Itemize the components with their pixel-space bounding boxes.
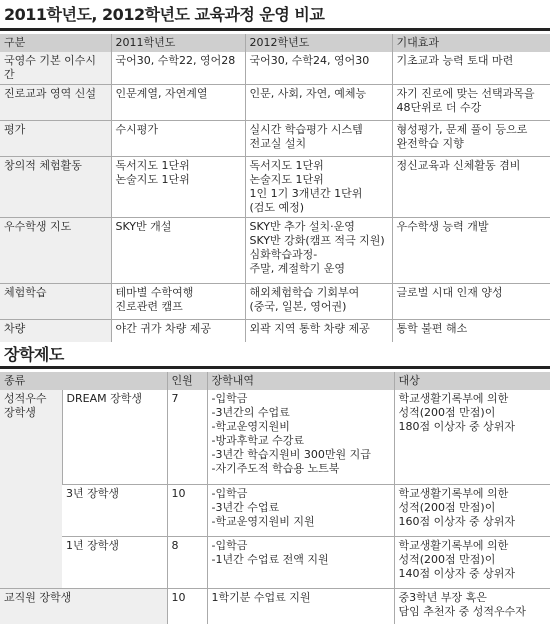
cell-effect-line: 48단위로 더 수강 (396, 101, 482, 114)
scholarship-target (394, 588, 550, 624)
cell-2012-line: SKY반 강화(캠프 적극 지원) (249, 234, 385, 247)
scholarship-details-line: -입학금 (211, 486, 248, 500)
scholarship-table (0, 372, 550, 624)
scholarship-count: 10 (167, 484, 207, 536)
table-header-row (0, 34, 550, 52)
group-label-line: 성적우수 (4, 392, 47, 405)
scholarship-target-line: 중3학년 부장 혹은 (398, 590, 487, 604)
cell-effect (392, 85, 550, 121)
row-label: 체험학습 (0, 284, 111, 320)
cell-2012-line: 국어30, 수학24, 영어30 (249, 54, 370, 67)
cell-effect-line: 통학 불편 해소 (396, 322, 468, 335)
cell-2012 (245, 320, 392, 342)
table-row (0, 121, 550, 157)
header-target: 대상 (394, 372, 550, 390)
header-effect: 기대효과 (392, 34, 550, 52)
header-details: 장학내역 (207, 372, 394, 390)
cell-2011-line: 수시평가 (115, 123, 159, 136)
cell-2012-line: 인문, 사회, 자연, 예체능 (249, 87, 367, 100)
scholarship-details (207, 588, 394, 624)
row-label: 창의적 체험활동 (0, 157, 111, 218)
cell-effect (392, 284, 550, 320)
scholarship-details-line: -3년간의 수업료 (211, 406, 290, 419)
cell-2012-line: 논술지도 1단위 (249, 173, 324, 186)
scholarship-count: 7 (167, 390, 207, 484)
cell-2012 (245, 218, 392, 284)
scholarship-target-line: 학교생활기록부에 의한 (398, 392, 509, 405)
scholarship-target-line: 학교생활기록부에 의한 (398, 486, 509, 500)
cell-2012 (245, 52, 392, 85)
scholarship-target (394, 484, 550, 536)
scholarship-target-line: 성적(200점 만점)이 (398, 406, 496, 419)
header-2011: 2011학년도 (111, 34, 245, 52)
scholarship-target-line: 160점 이상자 중 상위자 (398, 514, 516, 528)
cell-2011 (111, 157, 245, 218)
title-rule (0, 28, 550, 31)
scholarship-details-line: -입학금 (211, 538, 248, 552)
scholarship-details-line: 1학기분 수업료 지원 (211, 590, 311, 604)
cell-2011-line: 테마별 수학여행 (115, 286, 194, 299)
row-label: 진로교과 영역 신설 (0, 85, 111, 121)
scholarship-details-line: -학교운영지원비 (211, 420, 290, 433)
curriculum-comparison-title: 2011학년도, 2012학년도 교육과정 운영 비교 (4, 5, 325, 24)
cell-2012 (245, 284, 392, 320)
cell-2011 (111, 121, 245, 157)
header-type: 종류 (0, 372, 167, 390)
scholarship-type: DREAM 장학생 (62, 390, 167, 484)
cell-2011 (111, 284, 245, 320)
cell-effect-line: 자기 진로에 맞는 선택과목을 (396, 87, 535, 100)
table-row (0, 484, 550, 536)
cell-2011-line: 국어30, 수학22, 영어28 (115, 54, 236, 67)
scholarship-target-line: 180점 이상자 중 상위자 (398, 420, 516, 433)
cell-2012-line: 1인 1기 3개년간 1단위 (249, 187, 363, 200)
cell-2011 (111, 52, 245, 85)
header-category: 구분 (0, 34, 111, 52)
cell-2011-line: 독서지도 1단위 (115, 159, 190, 172)
row-label: 국영수 기본 이수시간 (0, 52, 111, 85)
group-label-line: 장학생 (4, 406, 36, 419)
curriculum-comparison-table (0, 34, 550, 342)
group-label (0, 390, 62, 588)
scholarship-details-line: -3년간 학습지원비 300만원 지급 (211, 448, 371, 461)
scholarship-details (207, 390, 394, 484)
scholarship-target (394, 390, 550, 484)
table-row (0, 85, 550, 121)
table-row (0, 588, 550, 624)
table-row (0, 536, 550, 588)
table-row (0, 284, 550, 320)
cell-2011-line: 야간 귀가 차량 제공 (115, 322, 211, 335)
cell-effect (392, 157, 550, 218)
scholarship-details-line: -자기주도적 학습용 노트북 (211, 462, 340, 475)
scholarship-target-line: 성적(200점 만점)이 (398, 500, 496, 514)
cell-effect (392, 121, 550, 157)
scholarship-details-line: -학교운영지원비 지원 (211, 514, 315, 528)
row-label: 우수학생 지도 (0, 218, 111, 284)
cell-2012-line: 실시간 학습평가 시스템 (249, 123, 363, 136)
scholarship-target (394, 536, 550, 588)
row-label: 평가 (0, 121, 111, 157)
cell-2011 (111, 320, 245, 342)
cell-2012-line: (중국, 일본, 영어권) (249, 300, 347, 313)
scholarship-details-line: -방과후학교 수강료 (211, 434, 304, 447)
table-row (0, 320, 550, 342)
cell-2012 (245, 121, 392, 157)
scholarship-title: 장학제도 (4, 345, 64, 364)
scholarship-target-line: 학교생활기록부에 의한 (398, 538, 509, 552)
table-header-row (0, 372, 550, 390)
cell-effect (392, 320, 550, 342)
table-row (0, 218, 550, 284)
cell-2011 (111, 85, 245, 121)
scholarship-details-line: -1년간 수업료 전액 지원 (211, 552, 329, 566)
row-label: 차량 (0, 320, 111, 342)
cell-effect-line: 글로벌 시대 인재 양성 (396, 286, 503, 299)
scholarship-type: 교직원 장학생 (0, 588, 167, 624)
scholarship-count: 10 (167, 588, 207, 624)
table-row (0, 52, 550, 85)
scholarship-target-line: 140점 이상자 중 상위자 (398, 566, 516, 580)
cell-effect (392, 218, 550, 284)
cell-effect-line: 완전학습 지향 (396, 137, 464, 150)
scholarship-details (207, 484, 394, 536)
scholarship-type: 3년 장학생 (62, 484, 167, 536)
scholarship-details-line: -입학금 (211, 392, 248, 405)
cell-effect-line: 기초교과 능력 토대 마련 (396, 54, 514, 67)
table-row (0, 390, 550, 484)
cell-2012-line: 독서지도 1단위 (249, 159, 324, 172)
cell-2012-line: 주말, 계절학기 운영 (249, 262, 345, 275)
cell-effect-line: 정신교육과 신체활동 겸비 (396, 159, 521, 172)
scholarship-details (207, 536, 394, 588)
cell-2012-line: (검도 예정) (249, 201, 305, 214)
cell-effect-line: 우수학생 능력 개발 (396, 220, 489, 233)
cell-2011 (111, 218, 245, 284)
cell-2012-line: SKY반 추가 설치·운영 (249, 220, 355, 233)
scholarship-details-line: -3년간 수업료 (211, 500, 280, 514)
header-2012: 2012학년도 (245, 34, 392, 52)
table-row (0, 157, 550, 218)
scholarship-type: 1년 장학생 (62, 536, 167, 588)
title-rule (0, 366, 550, 369)
cell-effect (392, 52, 550, 85)
cell-2012-line: 해외체험학습 기회부여 (249, 286, 360, 299)
scholarship-target-line: 담임 추천자 중 성적우수자 (398, 604, 526, 618)
cell-2012-line: 전교실 설치 (249, 137, 307, 150)
cell-2011-line: 인문계열, 자연계열 (115, 87, 208, 100)
cell-2011-line: 논술지도 1단위 (115, 173, 190, 186)
scholarship-count: 8 (167, 536, 207, 588)
cell-effect-line: 형성평가, 문제 풀이 등으로 (396, 123, 528, 136)
cell-2012 (245, 157, 392, 218)
cell-2012-line: 외곽 지역 통학 차량 제공 (249, 322, 370, 335)
cell-2012 (245, 85, 392, 121)
cell-2011-line: 진로관련 캠프 (115, 300, 183, 313)
header-count: 인원 (167, 372, 207, 390)
scholarship-target-line: 성적(200점 만점)이 (398, 552, 496, 566)
cell-2011-line: SKY반 개설 (115, 220, 172, 233)
cell-2012-line: 심화학습과정- (249, 248, 318, 261)
